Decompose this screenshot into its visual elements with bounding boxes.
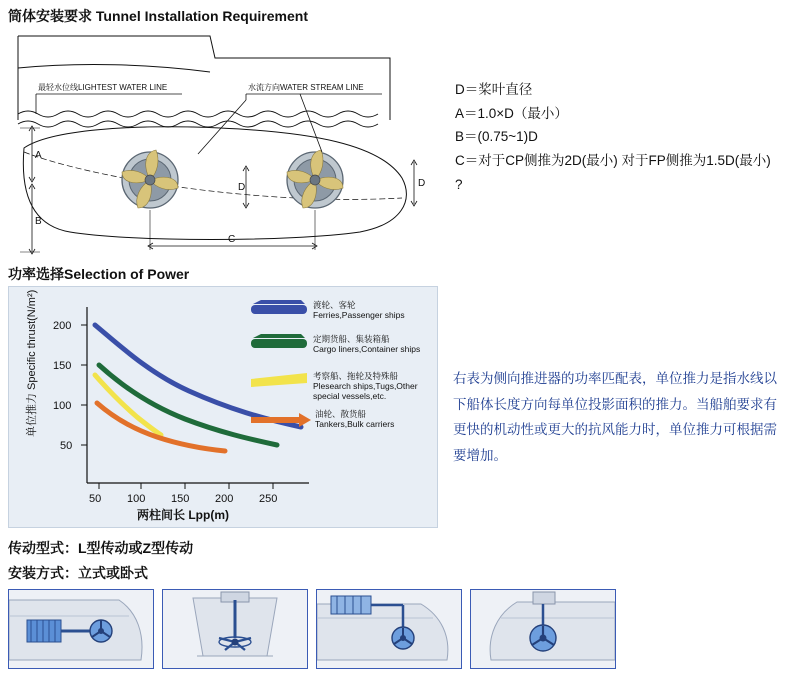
page-title-tunnel: 筒体安装要求 Tunnel Installation Requirement xyxy=(8,8,308,24)
y-tick-200: 200 xyxy=(53,320,72,332)
requirement-item-a: A＝1.0×D（最小） xyxy=(455,105,568,121)
legend-1-cn: 渡轮、客轮 xyxy=(313,300,356,310)
legend-3-en2: special vessels,etc. xyxy=(313,391,387,401)
x-tick-250: 250 xyxy=(259,493,278,505)
tunnel-installation-diagram xyxy=(10,28,440,258)
legend-4-cn: 油轮、散货船 xyxy=(315,409,367,419)
y-tick-100: 100 xyxy=(53,400,72,412)
lightest-water-line-label: 最轻水位线LIGHTEST WATER LINE xyxy=(38,83,168,92)
y-tick-50: 50 xyxy=(60,440,73,452)
water-stream-line-label: 水流方向WATER STREAM LINE xyxy=(248,83,364,92)
y-tick-150: 150 xyxy=(53,360,72,372)
requirements-list xyxy=(455,78,775,196)
x-tick-200: 200 xyxy=(215,493,234,505)
chart-legend xyxy=(251,300,420,429)
thumbnail-vertical-drive-section[interactable] xyxy=(162,589,308,669)
page-title-power: 功率选择Selection of Power xyxy=(8,266,190,282)
y-axis-label: 单位推力 Specific thrust(N/m²) xyxy=(26,289,38,437)
requirement-item-c: C＝对于CP侧推为2D(最小) 对于FP侧推为1.5D(最小) xyxy=(455,152,771,168)
mount-type-line: 安装方式：立式或卧式 xyxy=(8,565,148,581)
installation-thumbnail-row xyxy=(8,589,783,671)
legend-3-cn: 考察船、拖轮及特殊船 xyxy=(313,371,399,381)
dimension-b-label: B xyxy=(35,216,42,227)
legend-2-cn: 定期货船、集装箱船 xyxy=(313,334,390,344)
legend-1-en: Ferries,Passenger ships xyxy=(313,310,405,320)
x-axis-label: 两柱间长 Lpp(m) xyxy=(137,508,229,522)
drive-type-line: 传动型式：L型传动或Z型传动 xyxy=(8,540,194,556)
legend-4-en: Tankers,Bulk carriers xyxy=(315,419,395,429)
requirement-item-extra: ? xyxy=(455,176,463,192)
thumbnail-horizontal-drive-bow[interactable] xyxy=(8,589,154,669)
thumbnail-z-drive-stern[interactable] xyxy=(470,589,616,669)
dimension-c-label: C xyxy=(228,234,236,245)
requirement-item-b: B＝(0.75~1)D xyxy=(455,129,538,145)
legend-2-en: Cargo liners,Container ships xyxy=(313,344,421,354)
thumbnail-l-drive-bow[interactable] xyxy=(316,589,462,669)
requirement-item-d: D＝桨叶直径 xyxy=(455,82,533,97)
specific-thrust-chart xyxy=(8,286,438,528)
x-tick-150: 150 xyxy=(171,493,190,505)
dimension-d-label: D xyxy=(418,178,426,189)
power-note-text: 右表为侧向推进器的功率匹配表，单位推力是指水线以下船体长度方向每单位投影面积的推力。当船舶要求有更快的机动性或更大的抗风能力时，单位推力可根据需要增加。 xyxy=(453,371,777,463)
legend-3-en: Plesearch ships,Tugs,Other xyxy=(313,381,418,391)
dimension-a-label: A xyxy=(35,150,42,161)
x-tick-100: 100 xyxy=(127,493,146,505)
dimension-d-label-left: D xyxy=(238,182,246,193)
x-tick-50: 50 xyxy=(89,493,102,505)
